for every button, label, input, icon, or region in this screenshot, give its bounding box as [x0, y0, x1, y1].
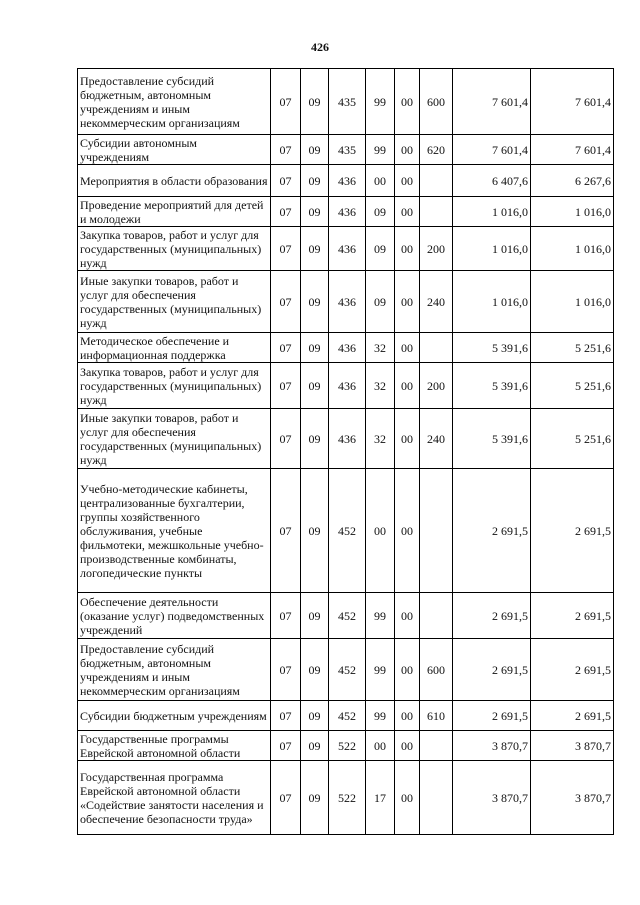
target-article-code: 436	[329, 333, 366, 363]
section-code: 07	[271, 333, 301, 363]
target-subarticle-code: 00	[366, 469, 395, 593]
target-element-code: 00	[395, 639, 420, 701]
target-subarticle-code: 09	[366, 271, 395, 333]
expense-type-code: 610	[420, 701, 453, 731]
subsection-code: 09	[301, 197, 329, 227]
page-number	[0, 40, 640, 55]
section-code: 07	[271, 271, 301, 333]
target-subarticle-code: 99	[366, 701, 395, 731]
amount-year-1: 1 016,0	[453, 227, 531, 271]
target-article-code: 522	[329, 761, 366, 835]
section-code: 07	[271, 761, 301, 835]
target-article-code: 435	[329, 69, 366, 135]
amount-year-1: 5 391,6	[453, 409, 531, 469]
amount-year-1: 2 691,5	[453, 593, 531, 639]
amount-year-2: 7 601,4	[531, 69, 614, 135]
section-code: 07	[271, 593, 301, 639]
expense-type-code	[420, 731, 453, 761]
expense-type-code	[420, 333, 453, 363]
target-article-code: 436	[329, 227, 366, 271]
amount-year-2: 5 251,6	[531, 333, 614, 363]
amount-year-1: 2 691,5	[453, 469, 531, 593]
table-row	[78, 333, 614, 363]
amount-year-2: 1 016,0	[531, 271, 614, 333]
section-code: 07	[271, 165, 301, 197]
amount-year-2: 6 267,6	[531, 165, 614, 197]
amount-year-1: 3 870,7	[453, 761, 531, 835]
subsection-code: 09	[301, 761, 329, 835]
target-article-code: 436	[329, 165, 366, 197]
expense-type-code: 200	[420, 363, 453, 409]
target-subarticle-code: 99	[366, 69, 395, 135]
target-subarticle-code: 99	[366, 593, 395, 639]
table-row	[78, 409, 614, 469]
target-subarticle-code: 00	[366, 165, 395, 197]
row-description: Субсидии автономным учреждениям	[78, 135, 271, 165]
amount-year-2: 2 691,5	[531, 593, 614, 639]
target-subarticle-code: 99	[366, 135, 395, 165]
table-row	[78, 135, 614, 165]
target-subarticle-code: 09	[366, 197, 395, 227]
target-article-code: 436	[329, 409, 366, 469]
subsection-code: 09	[301, 363, 329, 409]
table-row	[78, 593, 614, 639]
expense-type-code	[420, 469, 453, 593]
amount-year-2: 1 016,0	[531, 227, 614, 271]
amount-year-1: 3 870,7	[453, 731, 531, 761]
subsection-code: 09	[301, 639, 329, 701]
target-article-code: 436	[329, 363, 366, 409]
subsection-code: 09	[301, 165, 329, 197]
target-element-code: 00	[395, 593, 420, 639]
row-description: Предоставление субсидий бюджетным, автономным учреждениям и иным некоммерческим организациям	[78, 639, 271, 701]
amount-year-1: 7 601,4	[453, 135, 531, 165]
amount-year-2: 2 691,5	[531, 701, 614, 731]
target-element-code: 00	[395, 761, 420, 835]
section-code: 07	[271, 69, 301, 135]
table-row	[78, 197, 614, 227]
amount-year-1: 6 407,6	[453, 165, 531, 197]
target-element-code: 00	[395, 165, 420, 197]
table-row	[78, 69, 614, 135]
table-row	[78, 271, 614, 333]
expense-type-code	[420, 761, 453, 835]
target-subarticle-code: 32	[366, 363, 395, 409]
budget-table	[77, 68, 614, 835]
target-subarticle-code: 00	[366, 731, 395, 761]
row-description: Обеспечение деятельности (оказание услуг) подведомственных учреждений	[78, 593, 271, 639]
target-element-code: 00	[395, 363, 420, 409]
section-code: 07	[271, 409, 301, 469]
row-description: Предоставление субсидий бюджетным, автономным учреждениям и иным некоммерческим организациям	[78, 69, 271, 135]
row-description: Государственная программа Еврейской автономной области «Содействие занятости населения и обеспечение безопасности труда»	[78, 761, 271, 835]
target-article-code: 436	[329, 271, 366, 333]
target-subarticle-code: 99	[366, 639, 395, 701]
amount-year-1: 1 016,0	[453, 271, 531, 333]
table-row	[78, 165, 614, 197]
amount-year-1: 2 691,5	[453, 701, 531, 731]
expense-type-code: 240	[420, 271, 453, 333]
section-code: 07	[271, 227, 301, 271]
expense-type-code: 600	[420, 69, 453, 135]
expense-type-code	[420, 197, 453, 227]
subsection-code: 09	[301, 271, 329, 333]
row-description: Государственные программы Еврейской автономной области	[78, 731, 271, 761]
target-subarticle-code: 32	[366, 409, 395, 469]
expense-type-code: 200	[420, 227, 453, 271]
target-subarticle-code: 32	[366, 333, 395, 363]
target-element-code: 00	[395, 701, 420, 731]
table-body	[78, 69, 614, 835]
row-description: Закупка товаров, работ и услуг для государственных (муниципальных) нужд	[78, 363, 271, 409]
amount-year-2: 2 691,5	[531, 469, 614, 593]
subsection-code: 09	[301, 227, 329, 271]
target-element-code: 00	[395, 197, 420, 227]
target-element-code: 00	[395, 469, 420, 593]
section-code: 07	[271, 197, 301, 227]
row-description: Учебно-методические кабинеты, централизованные бухгалтерии, группы хозяйственного обслуживания, учебные фильмотеки, межшкольные учебно-производственные комбинаты, логопедические пункты	[78, 469, 271, 593]
expense-type-code: 620	[420, 135, 453, 165]
amount-year-2: 5 251,6	[531, 363, 614, 409]
amount-year-1: 5 391,6	[453, 333, 531, 363]
subsection-code: 09	[301, 593, 329, 639]
table-row	[78, 701, 614, 731]
amount-year-2: 2 691,5	[531, 639, 614, 701]
target-article-code: 435	[329, 135, 366, 165]
target-element-code: 00	[395, 69, 420, 135]
expense-type-code	[420, 593, 453, 639]
section-code: 07	[271, 135, 301, 165]
target-article-code: 452	[329, 701, 366, 731]
target-element-code: 00	[395, 227, 420, 271]
row-description: Проведение мероприятий для детей и молодежи	[78, 197, 271, 227]
target-element-code: 00	[395, 333, 420, 363]
amount-year-2: 3 870,7	[531, 761, 614, 835]
row-description: Иные закупки товаров, работ и услуг для обеспечения государственных (муниципальных) нужд	[78, 271, 271, 333]
section-code: 07	[271, 363, 301, 409]
row-description: Субсидии бюджетным учреждениям	[78, 701, 271, 731]
table-row	[78, 639, 614, 701]
target-subarticle-code: 17	[366, 761, 395, 835]
expense-type-code: 600	[420, 639, 453, 701]
subsection-code: 09	[301, 69, 329, 135]
subsection-code: 09	[301, 731, 329, 761]
amount-year-2: 3 870,7	[531, 731, 614, 761]
amount-year-1: 1 016,0	[453, 197, 531, 227]
table-row	[78, 469, 614, 593]
page-number-text: 426	[311, 40, 329, 54]
row-description: Иные закупки товаров, работ и услуг для обеспечения государственных (муниципальных) нужд	[78, 409, 271, 469]
target-element-code: 00	[395, 731, 420, 761]
target-article-code: 452	[329, 639, 366, 701]
target-element-code: 00	[395, 409, 420, 469]
target-article-code: 522	[329, 731, 366, 761]
section-code: 07	[271, 639, 301, 701]
table-row	[78, 761, 614, 835]
amount-year-1: 2 691,5	[453, 639, 531, 701]
expense-type-code: 240	[420, 409, 453, 469]
target-article-code: 436	[329, 197, 366, 227]
amount-year-1: 7 601,4	[453, 69, 531, 135]
subsection-code: 09	[301, 701, 329, 731]
target-subarticle-code: 09	[366, 227, 395, 271]
subsection-code: 09	[301, 469, 329, 593]
amount-year-2: 7 601,4	[531, 135, 614, 165]
subsection-code: 09	[301, 333, 329, 363]
amount-year-1: 5 391,6	[453, 363, 531, 409]
amount-year-2: 5 251,6	[531, 409, 614, 469]
section-code: 07	[271, 731, 301, 761]
amount-year-2: 1 016,0	[531, 197, 614, 227]
target-article-code: 452	[329, 593, 366, 639]
target-article-code: 452	[329, 469, 366, 593]
target-element-code: 00	[395, 135, 420, 165]
table-row	[78, 363, 614, 409]
table-row	[78, 227, 614, 271]
subsection-code: 09	[301, 135, 329, 165]
row-description: Закупка товаров, работ и услуг для государственных (муниципальных) нужд	[78, 227, 271, 271]
row-description: Методическое обеспечение и информационная поддержка	[78, 333, 271, 363]
row-description: Мероприятия в области образования	[78, 165, 271, 197]
subsection-code: 09	[301, 409, 329, 469]
table-row	[78, 731, 614, 761]
target-element-code: 00	[395, 271, 420, 333]
section-code: 07	[271, 701, 301, 731]
section-code: 07	[271, 469, 301, 593]
expense-type-code	[420, 165, 453, 197]
